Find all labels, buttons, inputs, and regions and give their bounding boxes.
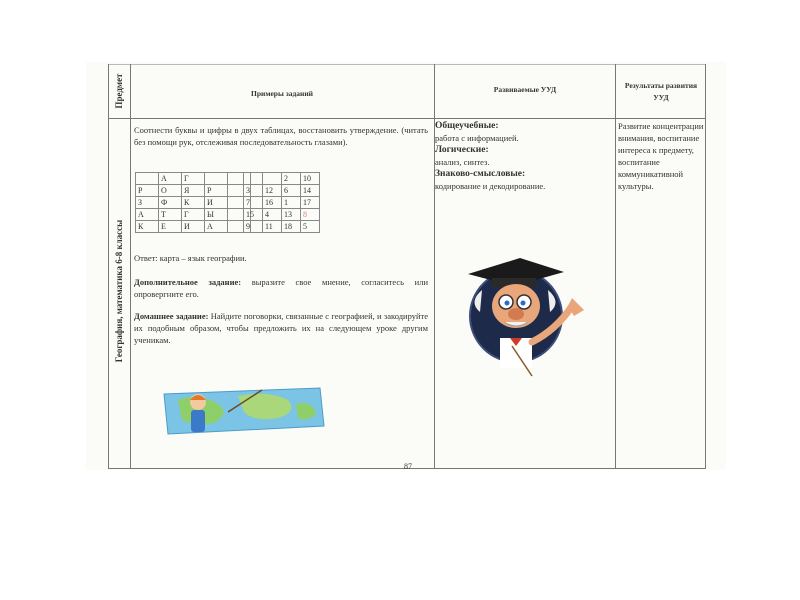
letters-table-cell: А [205, 221, 228, 233]
numbers-table-cell [244, 173, 263, 185]
letters-table-cell: Ы [205, 209, 228, 221]
numbers-table-cell: 11 [263, 221, 282, 233]
numbers-table-cell: 17 [301, 197, 320, 209]
subject-header: Предмет [114, 73, 124, 109]
subject-value: География, математика 6-8 классы [114, 219, 124, 363]
examples-header: Примеры заданий [251, 89, 313, 98]
numbers-table-cell: 4 [263, 209, 282, 221]
border-right [705, 64, 706, 469]
numbers-table-cell: 16 [263, 197, 282, 209]
home-task-label: Домашнее задание: [134, 311, 209, 321]
numbers-table-cell: 5 [301, 221, 320, 233]
map-illustration [158, 382, 328, 442]
top-border [108, 64, 706, 65]
letters-table-cell: Р [136, 185, 159, 197]
letters-table-cell: Г [182, 209, 205, 221]
letters-table-row [136, 185, 251, 197]
numbers-table-cell: 15 [244, 209, 263, 221]
numbers-table-cell [263, 173, 282, 185]
uud-logic-title: Логические: [435, 145, 489, 155]
letters-table-cell [136, 173, 159, 185]
letters-table-cell [205, 173, 228, 185]
results-text: Развитие концентрации внимания, воспитание интереса к предмету, воспитание коммуникативной культуры. [618, 121, 704, 191]
letters-table-cell: Р [205, 185, 228, 197]
numbers-table-cell: 9 [244, 221, 263, 233]
extra-task-label: Дополнительное задание: [134, 277, 242, 287]
letters-table-cell: А [136, 209, 159, 221]
letters-table-cell: Г [182, 173, 205, 185]
letters-table-cell: О [159, 185, 182, 197]
uud-general-title: Общеучебные: [435, 121, 499, 131]
numbers-table-cell: 10 [301, 173, 320, 185]
letters-table-row [136, 209, 251, 221]
numbers-table-cell: 1 [282, 197, 301, 209]
divider-uud [615, 64, 616, 469]
extra-task-text: выразите свое мнение, согласитесь или опровергните его. [134, 277, 428, 299]
uud-general-text: работа с информацией. [435, 133, 519, 143]
letters-table-row [136, 173, 251, 185]
numbers-table-cell: 18 [282, 221, 301, 233]
uud-header: Развиваемые УУД [493, 85, 557, 94]
page-number: 87 [404, 462, 412, 471]
numbers-table-row [244, 221, 320, 233]
numbers-table-cell: 12 [263, 185, 282, 197]
letters-table-cell: А [159, 173, 182, 185]
numbers-table-cell: 7 [244, 197, 263, 209]
letters-table-cell: Е [159, 221, 182, 233]
letters-table-cell: Ф [159, 197, 182, 209]
numbers-table-row [244, 209, 320, 221]
results-header: Результаты развития УУД [624, 81, 698, 102]
home-task-text: Найдите поговорки, связанные с географией, и закодируйте их подобным образом, чтобы предложить их на следующем уроке другим ученикам. [134, 311, 429, 345]
home-task [134, 310, 428, 346]
letters-table-cell: К [136, 221, 159, 233]
task-intro: Соотнести буквы и цифры в двух таблицах, восстановить утверждение. (читать без помощи рук, отслеживая последовательность глазами). [134, 125, 428, 147]
numbers-table-row [244, 173, 320, 185]
numbers-table-cell: 3 [244, 185, 263, 197]
professor-illustration [460, 250, 596, 380]
letters-table-cell: Т [159, 209, 182, 221]
letters-table-row [136, 221, 251, 233]
letters-table-cell: И [182, 221, 205, 233]
letters-table-cell: К [182, 197, 205, 209]
letters-table-row [136, 197, 251, 209]
uud-logic-text: анализ, синтез. [435, 157, 490, 167]
extra-task [134, 276, 428, 300]
uud-sign-text: кодирование и декодирование. [435, 181, 546, 191]
numbers-table-cell: 8 [301, 209, 320, 221]
numbers-table-cell: 6 [282, 185, 301, 197]
numbers-table-cell: 14 [301, 185, 320, 197]
letters-table-cell: З [136, 197, 159, 209]
uud-sign-title: Знаково-смысловые: [435, 169, 526, 179]
divider-subject [130, 64, 131, 469]
letters-table-cell: Я [182, 185, 205, 197]
border-left [108, 64, 109, 469]
worksheet-table [108, 64, 706, 469]
header-divider [108, 118, 706, 119]
numbers-table-row [244, 185, 320, 197]
letters-table [135, 172, 251, 233]
numbers-table-cell: 13 [282, 209, 301, 221]
numbers-table [243, 172, 320, 233]
answer-text: Ответ: карта – язык географии. [134, 253, 247, 263]
uud-list [435, 120, 615, 192]
numbers-table-cell: 2 [282, 173, 301, 185]
numbers-table-row [244, 197, 320, 209]
letters-table-cell: И [205, 197, 228, 209]
